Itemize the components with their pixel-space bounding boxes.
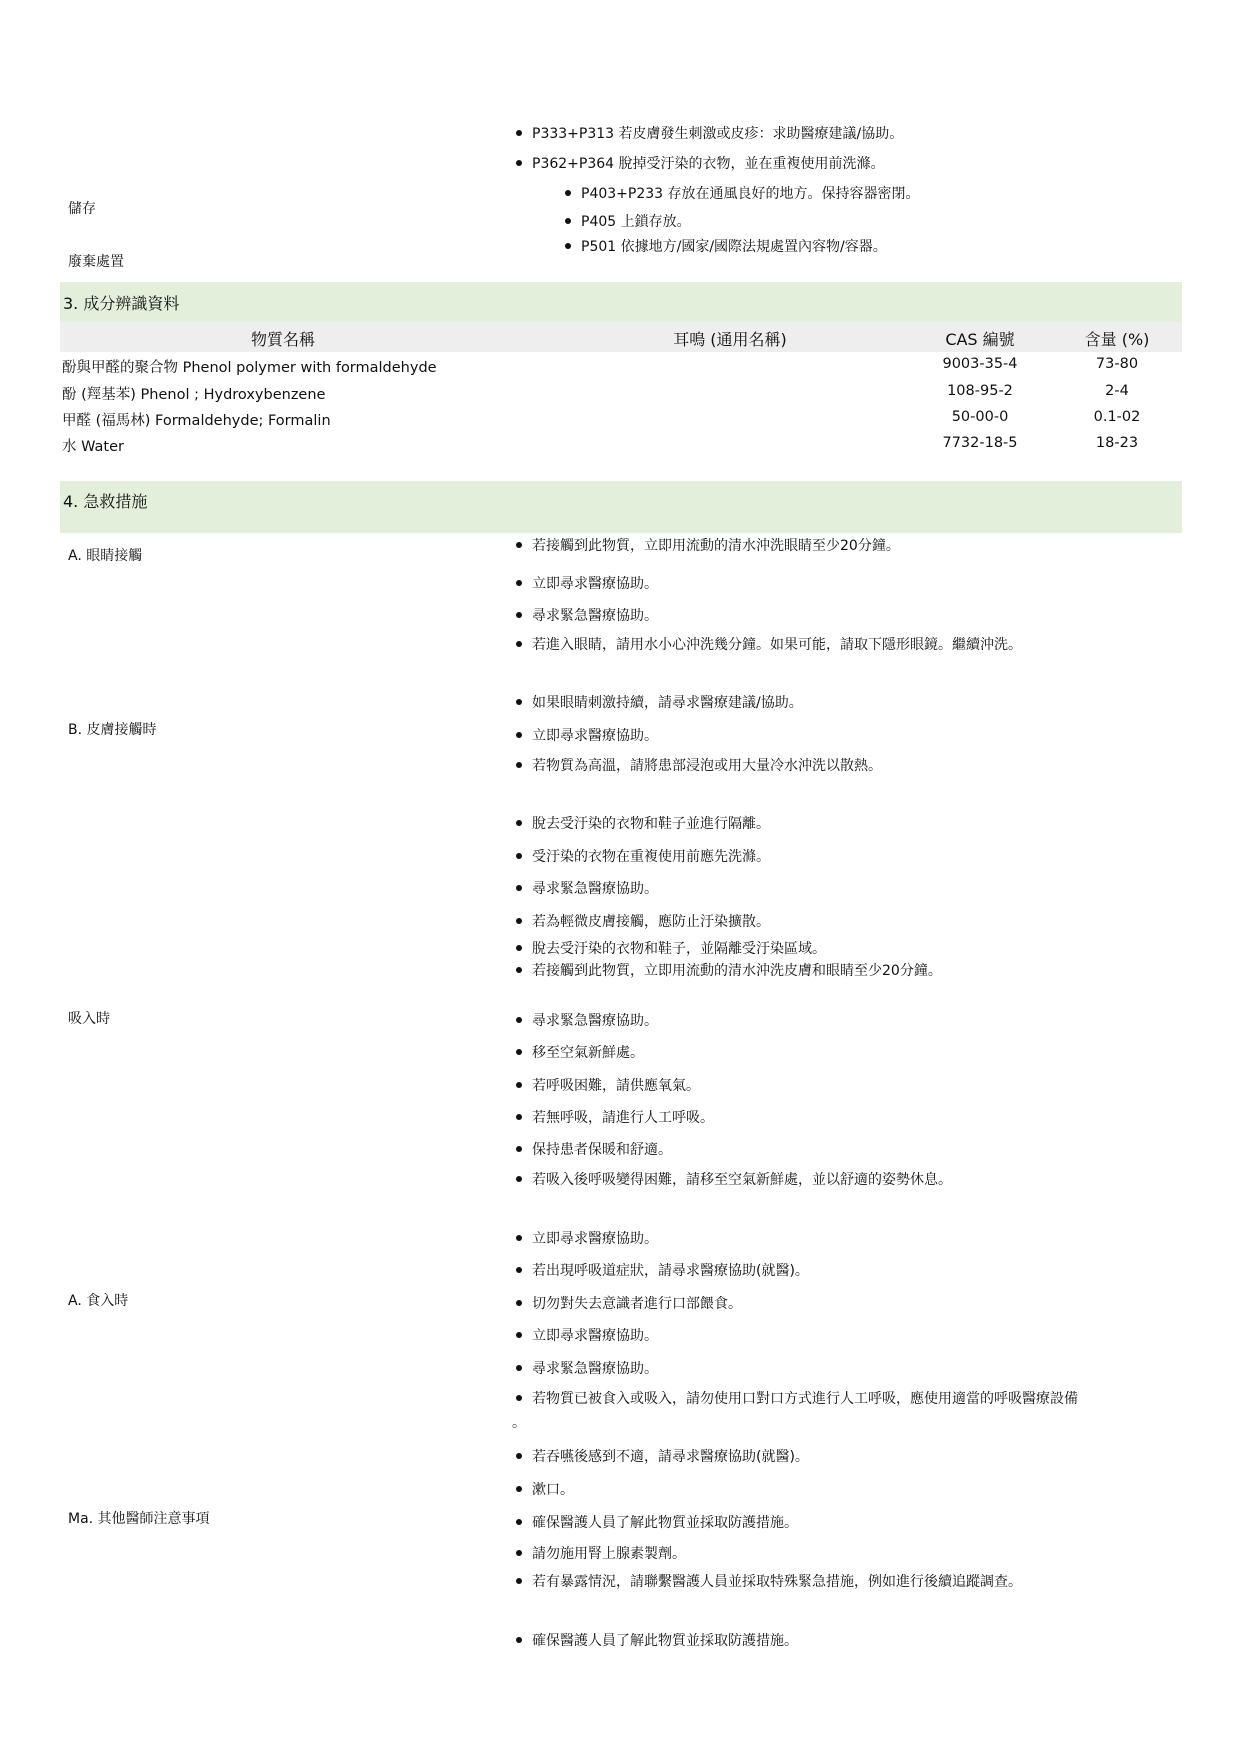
list-item: 保持患者保暖和舒適。 [512, 1139, 672, 1159]
list-item: 立即尋求醫療協助。 [512, 573, 658, 593]
column-header-content: 含量 (%) [1084, 330, 1150, 349]
cell-name: 水 Water [62, 439, 124, 455]
cell-name: 酚 (羥基苯) Phenol ; Hydroxybenzene [62, 387, 326, 403]
list-item: 如果眼睛刺激持續，請尋求醫療建議/協助。 [512, 692, 803, 712]
column-header-common: 耳鳴 (通用名稱) [673, 330, 787, 349]
list-item: P405 上鎖存放。 [561, 211, 691, 231]
cell-name: 酚與甲醛的聚合物 Phenol polymer with formaldehyde [62, 360, 437, 376]
list-item: P333+P313 若皮膚發生刺激或皮疹：求助醫療建議/協助。 [512, 123, 903, 143]
cell-content: 73-80 [1095, 356, 1139, 372]
cell-name: 甲醛 (福馬林) Formaldehyde; Formalin [62, 413, 331, 429]
cell-cas: 9003-35-4 [942, 356, 1018, 372]
column-header-cas: CAS 編號 [945, 330, 1015, 349]
list-item: 立即尋求醫療協助。 [512, 1325, 658, 1345]
list-item: 確保醫護人員了解此物質並採取防護措施。 [512, 1630, 798, 1650]
list-item: P501 依據地方/國家/國際法規處置內容物/容器。 [561, 236, 887, 256]
eye-contact-label: A. 眼睛接觸 [68, 548, 143, 564]
list-item: 脫去受汙染的衣物和鞋子，並隔離受汙染區域。 [512, 938, 826, 958]
physician-notes-label: Ma. 其他醫師注意事項 [68, 1511, 210, 1527]
list-item: 請勿施用腎上腺素製劑。 [512, 1543, 686, 1563]
list-item: P362+P364 脫掉受汙染的衣物，並在重複使用前洗滌。 [512, 153, 885, 173]
cell-content: 2-4 [1105, 383, 1129, 399]
list-item: 尋求緊急醫療協助。 [512, 1358, 658, 1378]
list-item: 若為輕微皮膚接觸，應防止汙染擴散。 [512, 911, 770, 931]
list-item: 若吸入後呼吸變得困難，請移至空氣新鮮處，並以舒適的姿勢休息。 [512, 1169, 952, 1189]
ingestion-label: A. 食入時 [68, 1293, 129, 1309]
list-item: 受汙染的衣物在重複使用前應先洗滌。 [512, 846, 770, 866]
list-item: 尋求緊急醫療協助。 [512, 1010, 658, 1030]
cell-cas: 7732-18-5 [942, 435, 1018, 451]
list-item: 立即尋求醫療協助。 [512, 1228, 658, 1248]
list-item: 若有暴露情況，請聯繫醫護人員並採取特殊緊急措施，例如進行後續追蹤調查。 [512, 1571, 1022, 1591]
list-item: 若物質為高溫，請將患部浸泡或用大量冷水沖洗以散熱。 [512, 755, 882, 775]
cell-cas: 108-95-2 [947, 383, 1013, 399]
section-header [60, 282, 1182, 322]
list-item: 若接觸到此物質，立即用流動的清水沖洗皮膚和眼睛至少20分鐘。 [512, 960, 942, 980]
list-item: 若無呼吸，請進行人工呼吸。 [512, 1107, 714, 1127]
list-item: 若呼吸困難，請供應氧氣。 [512, 1075, 700, 1095]
list-item: 若進入眼睛，請用水小心沖洗幾分鐘。如果可能，請取下隱形眼鏡。繼續沖洗。 [512, 634, 1022, 654]
list-item: 脫去受汙染的衣物和鞋子並進行隔離。 [512, 813, 770, 833]
storage-label: 儲存 [68, 201, 96, 217]
column-header-name: 物質名稱 [250, 330, 316, 349]
list-item: 若吞嚥後感到不適，請尋求醫療協助(就醫)。 [512, 1446, 809, 1466]
section-title: 3. 成分辨識資料 [63, 294, 180, 313]
list-item: 尋求緊急醫療協助。 [512, 605, 658, 625]
section-title: 4. 急救措施 [63, 492, 148, 511]
list-item: 切勿對失去意識者進行口部餵食。 [512, 1293, 742, 1313]
section-header [60, 481, 1182, 533]
list-item: P403+P233 存放在通風良好的地方。保持容器密閉。 [561, 183, 920, 203]
cell-content: 0.1-02 [1093, 409, 1141, 425]
list-item: 立即尋求醫療協助。 [512, 725, 658, 745]
cell-content: 18-23 [1095, 435, 1139, 451]
list-item: 若接觸到此物質，立即用流動的清水沖洗眼睛至少20分鐘。 [512, 535, 900, 555]
skin-contact-label: B. 皮膚接觸時 [68, 722, 157, 738]
list-item: 若物質已被食入或吸入，請勿使用口對口方式進行人工呼吸，應使用適當的呼吸醫療設備 [512, 1388, 1078, 1408]
list-item: 尋求緊急醫療協助。 [512, 878, 658, 898]
list-item: 移至空氣新鮮處。 [512, 1042, 644, 1062]
inhalation-label: 吸入時 [68, 1011, 110, 1027]
table-header [60, 322, 1182, 352]
disposal-label: 廢棄處置 [68, 254, 124, 270]
cell-cas: 50-00-0 [951, 409, 1009, 425]
list-item: 確保醫護人員了解此物質並採取防護措施。 [512, 1512, 798, 1532]
list-item: 漱口。 [512, 1479, 574, 1499]
list-item: 若出現呼吸道症狀，請尋求醫療協助(就醫)。 [512, 1260, 809, 1280]
wrapped-text: 。 [512, 1415, 526, 1431]
